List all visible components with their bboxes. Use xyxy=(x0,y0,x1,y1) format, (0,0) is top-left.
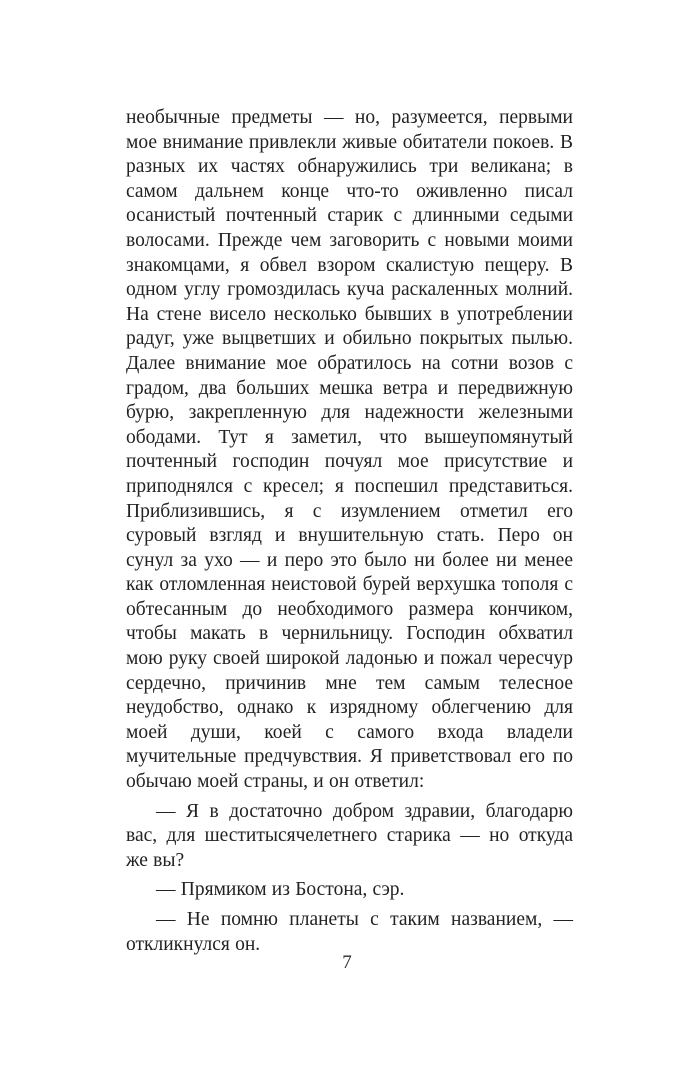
text-block xyxy=(126,106,573,957)
paragraph-dialogue: — Не помню планеты с таким названием, — откликнулся он. xyxy=(126,909,573,955)
page-number: 7 xyxy=(342,952,352,973)
paragraph-body: необычные предметы — но, разумеется, первыми мое внимание привлекли живые обитатели покоев. В разных их частях обнаружились три великана; в самом дальнем конце что-то оживленно писал осанистый почтенный старик с длинными седыми волосами. Прежде чем заговорить с новыми моими знакомцами, я обвел взором скалистую пещеру. В одном углу громоздилась куча раскаленных молний. На стене висело несколько бывших в употреблении радуг, уже выцветших и обильно покрытых пылью. Далее внимание мое обратилось на сотни возов с градом, два больших мешка ветра и передвижную бурю, закрепленную для надежности железными ободами. Тут я заметил, что вышеупомянутый почтенный господин почуял мое присутствие и приподнялся с кресел; я поспешил представиться. Приблизившись, я с изумлением отметил его суровый взгляд и внушительную стать. Перо он сунул за ухо — и перо это было ни более ни менее как отломленная неистовой бурей верхушка тополя с обтесанным до необходимого размера кончиком, чтобы макать в чернильницу. Господин обхватил мою руку своей широкой ладонью и пожал чересчур сердечно, причинив мне тем самым телесное неудобство, однако к изрядному облегчению для моей души, коей с самого входа владели мучительные предчувствия. Я приветствовал его по обычаю моей страны, и он ответил: xyxy=(126,107,573,793)
paragraph-dialogue: — Прямиком из Бостона, сэр. xyxy=(156,879,405,901)
paragraph-dialogue: — Я в достаточно добром здравии, благодарю вас, для шеститысячелетнего старика — но откуда же вы? xyxy=(126,800,573,871)
